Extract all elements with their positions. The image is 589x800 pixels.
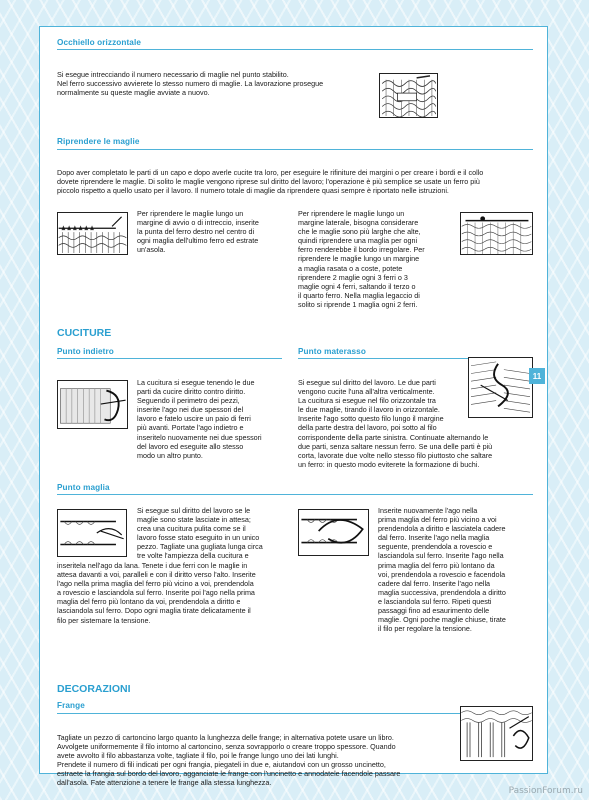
- riprendere-left-text: [137, 209, 282, 254]
- text-line: Per riprendere le maglie lungo un: [137, 209, 244, 218]
- text-line: parti da cucire diritto contro diritto.: [137, 387, 246, 397]
- text-line: Dopo aver completato le parti di un capo e dopo averle cucite tra loro, per eseguire le rifiniture dei margini o per creare i bordi e il collo: [57, 168, 484, 177]
- watermark: PassionForum.ru: [508, 786, 583, 796]
- text-line: il filo per regolare la tensione.: [378, 624, 472, 634]
- text-line: maglia del ferro più lontano da voi, prendendola a diritto e: [57, 597, 241, 607]
- text-line: attesa davanti a voi, paralleli e con il diritto verso l'alto. Inserite: [57, 570, 256, 580]
- text-line: estraete la frangia sul bordo del lavoro, agganciate le frange con l'uncinetto e annodatele facendole passare: [57, 769, 401, 779]
- kitchener-stitch-illustration-1: [57, 509, 127, 557]
- text-line: e lasciandola sul ferro. Ripeti questi: [378, 596, 492, 606]
- text-line: prima maglia del ferro più lontano da: [378, 560, 495, 570]
- text-line: maglie. Ogni poche maglie chiuse, tirate: [378, 615, 506, 625]
- text-line: maglia successiva, prendendola a diritto: [378, 587, 506, 597]
- text-line: del lavoro ed eseguite allo stesso: [137, 441, 244, 451]
- section-rule: [57, 149, 533, 150]
- riprendere-right-text: [298, 209, 448, 309]
- text-line: dal ferro. Inserite l'ago nella maglia: [378, 533, 490, 543]
- text-line: Si esegue sul diritto del lavoro. Le due parti: [298, 378, 436, 387]
- punto-maglia-right: [378, 506, 538, 633]
- text-line: ogni maglia dell'ultimo ferro ed estrate: [137, 236, 259, 246]
- text-line: Inserite l'ago sotto questo filo lungo il margine: [298, 414, 444, 424]
- text-line: Si esegue sul diritto del lavoro se le: [137, 506, 251, 515]
- text-line: la punta del ferro destro nel centro di: [137, 227, 255, 237]
- text-line: ferro renderebbe il bordo irregolare. Per: [298, 245, 425, 255]
- punto-maglia-left-narrow: [137, 506, 287, 561]
- section-title-cuciture: CUCITURE: [57, 327, 112, 339]
- text-line: a maglia rasata o a coste, potete: [298, 263, 403, 273]
- text-line: lavoro e fatelo uscire un paio di ferri: [137, 414, 251, 424]
- text-line: passaggi fino ad esaurimento delle: [378, 606, 490, 616]
- section-title-frange: Frange: [57, 701, 85, 710]
- text-line: il quarto ferro. Nella maglia legaccio di: [298, 290, 420, 300]
- buttonhole-illustration: [379, 73, 438, 118]
- text-line: Tagliate un pezzo di cartoncino largo quanto la lunghezza delle frange; in alternativa potete usare un libro.: [57, 733, 394, 742]
- text-line: corrispondente della parte sinistra. Continuate alternando le: [298, 432, 489, 442]
- text-line: voi, prendendola a rovescio e facendola: [378, 569, 506, 579]
- text-line: a rovescio e lasciandola sul ferro. Inserite poi l'ago nella prima: [57, 588, 255, 598]
- punto-maglia-left-wide: [57, 561, 292, 625]
- text-line: cadere dal ferro. Inserite l'ago nella: [378, 578, 491, 588]
- section-title-decorazioni: DECORAZIONI: [57, 683, 131, 695]
- page-number-tab: 11: [529, 368, 545, 384]
- text-line: margine di avvio o di intreccio, inserite: [137, 218, 259, 228]
- text-line: tre volte l'ampiezza della cucitura e: [137, 551, 249, 561]
- fringe-illustration: [460, 706, 533, 761]
- text-line: vengono cucite l'una all'altra verticalmente.: [298, 387, 435, 397]
- text-line: piccolo rispetto a quello usato per il lavoro. Il numero totale di maglie da riprendere quasi sempre è riportato nelle istruzioni.: [57, 186, 449, 196]
- text-line: filo per sistemare la tensione.: [57, 615, 151, 625]
- text-line: un'asola.: [137, 245, 166, 255]
- section-title-punto-materasso: Punto materasso: [298, 347, 366, 356]
- text-line: pezzo. Tagliate una gugliata lunga circa: [137, 542, 263, 552]
- text-line: crea una cucitura pulita come se il: [137, 524, 246, 534]
- text-line: maglie sono state lasciate in attesa;: [137, 515, 251, 525]
- text-line: le due maglie, tirando il lavoro in orizzontale.: [298, 405, 440, 415]
- text-line: margine laterale, bisogna considerare: [298, 218, 419, 228]
- text-line: prima maglia del ferro più vicino a voi: [378, 515, 497, 525]
- text-line: seguente, prendendola a rovescio e: [378, 542, 493, 552]
- text-line: riprendere le maglie lungo un margine: [298, 254, 420, 264]
- frange-text: [57, 708, 457, 788]
- text-line: Si esegue intrecciando il numero necessario di maglie nel punto stabilito.: [57, 70, 289, 79]
- text-line: avete avvolto il filo abbastanza volte, tagliate il filo, poi le frange lungo uno dei lati lunghi.: [57, 751, 339, 761]
- text-line: Per riprendere le maglie lungo un: [298, 209, 405, 218]
- text-line: modo un altro punto.: [137, 450, 203, 460]
- text-line: più avanti. Portate l'ago indietro e: [137, 423, 244, 433]
- text-line: prendendola a diritto e lasciatela cadere: [378, 524, 506, 534]
- text-line: La cucitura si esegue nel filo orizzontale tra: [298, 396, 436, 406]
- text-line: l'ago nella prima maglia del ferro più vicino a voi, prendendola: [57, 579, 254, 589]
- text-line: Seguendo il perimetro dei pezzi,: [137, 396, 240, 406]
- section-rule: [57, 49, 533, 50]
- text-line: Nel ferro successivo avvierete lo stesso numero di maglie. La lavorazione prosegue: [57, 79, 324, 89]
- text-line: un ferro: in questo modo eviterete la formazione di buchi.: [298, 459, 480, 469]
- section-rule: [57, 494, 533, 495]
- text-line: inseritelo nuovamente nei due spessori: [137, 432, 262, 442]
- text-line: quindi riprendere una maglia per ogni: [298, 236, 418, 246]
- text-line: due parti, senza saltare nessun ferro. Se una delle parti è più: [298, 441, 493, 451]
- text-line: riprendere 2 maglie ogni 3 ferri o 3: [298, 272, 408, 282]
- text-line: dovete riprendere le maglie. Di solito le maglie vengono riprese sul diritto del lavoro; l'operazione è più semplice se usate un ferro più: [57, 177, 480, 187]
- text-line: corta, lavorate due volte nello stesso filo piuttosto che saltare: [298, 450, 493, 460]
- text-line: lasciandola sul ferro. Inserite l'ago nella: [378, 551, 504, 561]
- mattress-stitch-illustration: [468, 357, 533, 418]
- text-line: maglie ogni 4 ferri, saltando il terzo o: [298, 281, 416, 291]
- section-title-riprendere: Riprendere le maglie: [57, 137, 140, 146]
- pickup-cast-edge-illustration: [57, 212, 128, 255]
- section-title-punto-indietro: Punto indietro: [57, 347, 114, 356]
- text-line: Avvolgete uniformemente il filo intorno al cartoncino, senza sovrapporlo o creare troppo spessore. Quando: [57, 742, 396, 752]
- text-line: lavoro fosse stato eseguito in un unico: [137, 533, 260, 543]
- text-line: della parte destra del lavoro, poi sotto al filo: [298, 423, 437, 433]
- text-line: lasciandola sul ferro. Dopo ogni maglia tirate delicatamente il: [57, 606, 251, 616]
- text-line: Prendete il numero di fili indicati per ogni frangia, piegateli in due e, aiutandovi con un grosso uncinetto,: [57, 760, 386, 770]
- occhiello-text: [57, 70, 377, 97]
- backstitch-illustration: [57, 380, 128, 429]
- section-rule: [57, 358, 282, 359]
- riprendere-intro: [57, 168, 533, 195]
- section-title-punto-maglia: Punto maglia: [57, 483, 110, 492]
- text-line: normalmente su queste maglie avviate a nuovo.: [57, 88, 210, 98]
- pickup-side-edge-illustration: [460, 212, 533, 255]
- section-title-occhiello: Occhiello orizzontale: [57, 38, 141, 47]
- text-line: Inserite nuovamente l'ago nella: [378, 506, 478, 515]
- kitchener-stitch-illustration-2: [298, 509, 369, 556]
- text-line: inserite l'ago nei due spessori del: [137, 405, 244, 415]
- text-line: che le maglie sono più larghe che alte,: [298, 227, 421, 237]
- text-line: solito si riprende 1 maglia ogni 2 ferri.: [298, 299, 418, 309]
- punto-indietro-text: [137, 378, 287, 460]
- text-line: La cucitura si esegue tenendo le due: [137, 378, 255, 387]
- text-line: dall'asola. Fate attenzione a tenere le frange alla stessa lunghezza.: [57, 778, 272, 788]
- text-line: inseritela nell'ago da lana. Tenete i due ferri con le maglie in: [57, 561, 248, 570]
